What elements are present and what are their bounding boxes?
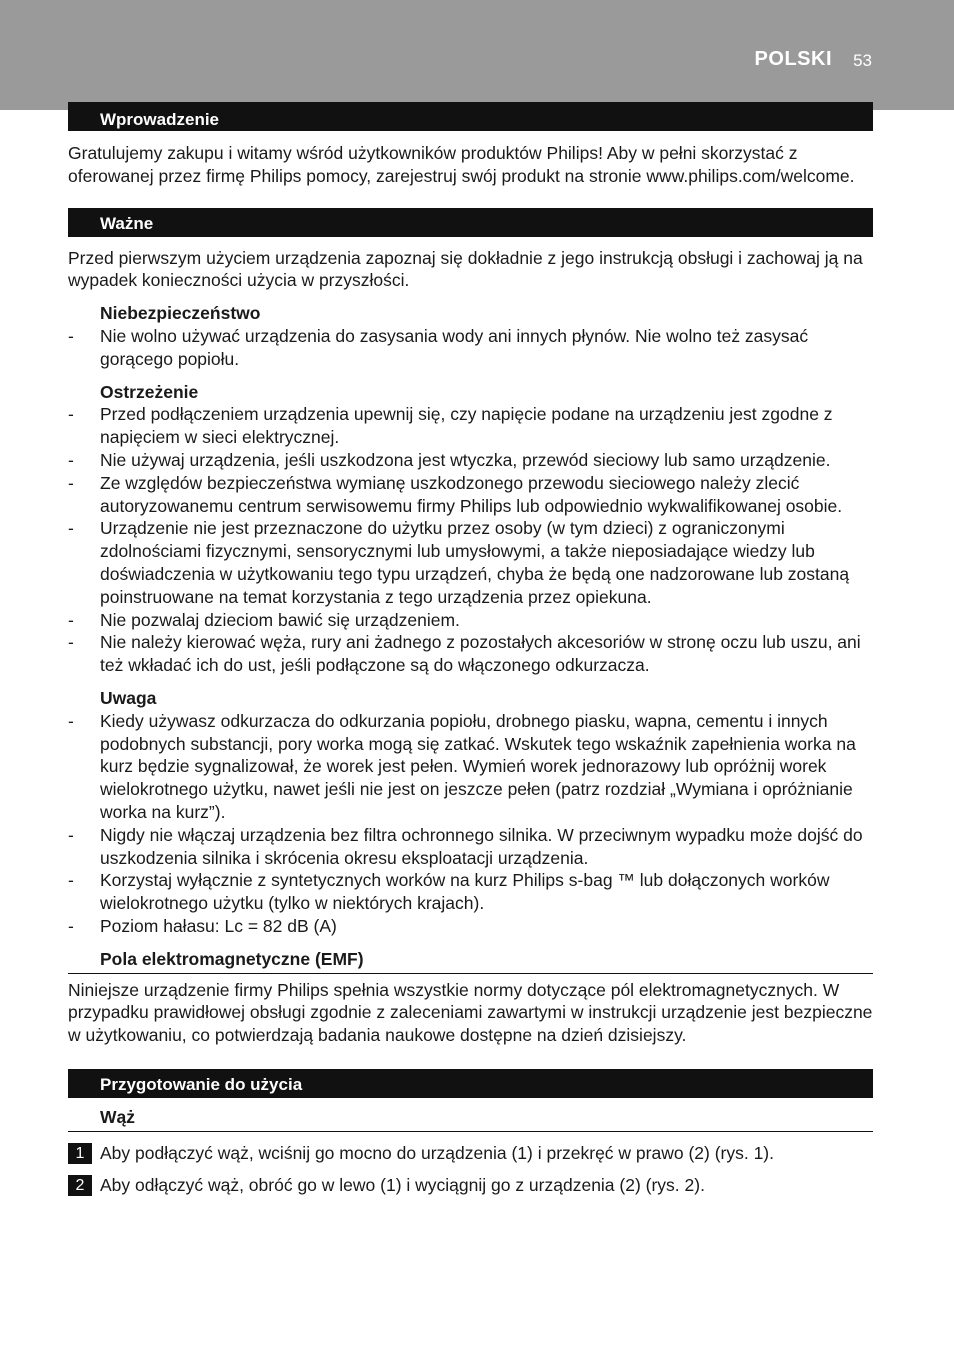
step-text: Aby odłączyć wąż, obróć go w lewo (1) i wyciągnij go z urządzenia (2) (rys. 2).	[100, 1175, 705, 1196]
danger-list	[68, 325, 873, 371]
emf-heading: Pola elektromagnetyczne (EMF)	[68, 948, 873, 974]
page-header-bar	[0, 0, 954, 110]
list-item: - Kiedy używasz odkurzacza do odkurzania popiołu, drobnego piasku, wapna, cementu i innych podobnych substancji, pory worka mogą się zatkać. Wskutek tego wskaźnik zapełnienia worka na kurz będzie sygnalizował, że worek jest pełen. Wymień worek jednorazowy lub opróżnij worek wielokrotnego użytku, nawet jeśli nie jest on jeszcze pełen (patrz rozdział „Wymiana i opróżnianie worka na kurz”).	[68, 710, 873, 824]
language-label: POLSKI	[754, 48, 832, 70]
list-item: - Urządzenie nie jest przeznaczone do użytku przez osoby (w tym dzieci) z ograniczonymi zdolnościami fizycznymi, sensorycznymi lub umysłowymi, a także nieposiadające wiedzy lub doświadczenia w użytkowaniu tego typu urządzeń, chyba że będą one nadzorowane lub zostaną poinstruowane na temat korzystania z tego urządzenia przez opiekuna.	[68, 517, 873, 608]
page-content	[68, 102, 873, 1197]
list-item: - Nie należy kierować węża, rury ani żadnego z pozostałych akcesoriów w stronę oczu lub uszu, ani też wkładać ich do ust, jeśli podłączone są do włączonego odkurzacza.	[68, 631, 873, 677]
step-2	[68, 1174, 873, 1197]
intro-paragraph: Gratulujemy zakupu i witamy wśród użytkowników produktów Philips! Aby w pełni skorzystać z oferowanej przez firmę Philips pomocy, zarejestruj swój produkt na stronie www.philips.com/welcome.	[68, 143, 855, 186]
step-number-badge: 2	[68, 1175, 92, 1196]
page-number: 53	[853, 51, 872, 70]
list-item: - Ze względów bezpieczeństwa wymianę uszkodzonego przewodu sieciowego należy zlecić autoryzowanemu centrum serwisowemu firmy Philips lub odpowiednio wykwalifikowanej osobie.	[68, 472, 873, 518]
list-item: - Nie używaj urządzenia, jeśli uszkodzona jest wtyczka, przewód sieciowy lub samo urządzenie.	[68, 449, 873, 472]
section-title-intro: Wprowadzenie	[68, 102, 873, 131]
emf-paragraph: Niniejsze urządzenie firmy Philips spełnia wszystkie normy dotyczące pól elektromagnetycznych. W przypadku prawidłowej obsługi zgodnie z zaleceniami zawartymi w instrukcji urządzenie jest bezpieczne w użytkowaniu, co potwierdzają badania naukowe dostępne na dzień dzisiejszy.	[68, 979, 873, 1046]
warning-list	[68, 403, 873, 677]
list-item: - Korzystaj wyłącznie z syntetycznych worków na kurz Philips s-bag ™ lub dołączonych worków wielokrotnego użytku (tylko w niektórych krajach).	[68, 869, 873, 915]
warning-heading: Ostrzeżenie	[100, 381, 199, 402]
list-item: - Poziom hałasu: Lc = 82 dB (A)	[68, 915, 873, 938]
caution-heading: Uwaga	[100, 687, 157, 708]
caution-list	[68, 710, 873, 938]
step-1	[68, 1142, 873, 1165]
section-title-important: Ważne	[68, 208, 873, 237]
danger-heading: Niebezpieczeństwo	[100, 303, 261, 324]
step-number-badge: 1	[68, 1143, 92, 1164]
hose-heading: Wąż	[68, 1106, 873, 1132]
list-item: - Przed podłączeniem urządzenia upewnij się, czy napięcie podane na urządzeniu jest zgodne z napięciem w sieci elektrycznej.	[68, 403, 873, 449]
important-paragraph: Przed pierwszym użyciem urządzenia zapoznaj się dokładnie z jego instrukcją obsługi i zachowaj ją na wypadek konieczności użycia w przyszłości.	[68, 247, 863, 291]
section-title-preparation: Przygotowanie do użycia	[68, 1069, 873, 1098]
list-item: - Nigdy nie włączaj urządzenia bez filtra ochronnego silnika. W przeciwnym wypadku może dojść do uszkodzenia silnika i skrócenia okresu eksploatacji urządzenia.	[68, 824, 873, 870]
list-item: - Nie pozwalaj dzieciom bawić się urządzeniem.	[68, 609, 873, 632]
step-text: Aby podłączyć wąż, wciśnij go mocno do urządzenia (1) i przekręć w prawo (2) (rys. 1).	[100, 1142, 774, 1163]
list-item: - Nie wolno używać urządzenia do zasysania wody ani innych płynów. Nie wolno też zasysać gorącego popiołu.	[68, 325, 873, 371]
